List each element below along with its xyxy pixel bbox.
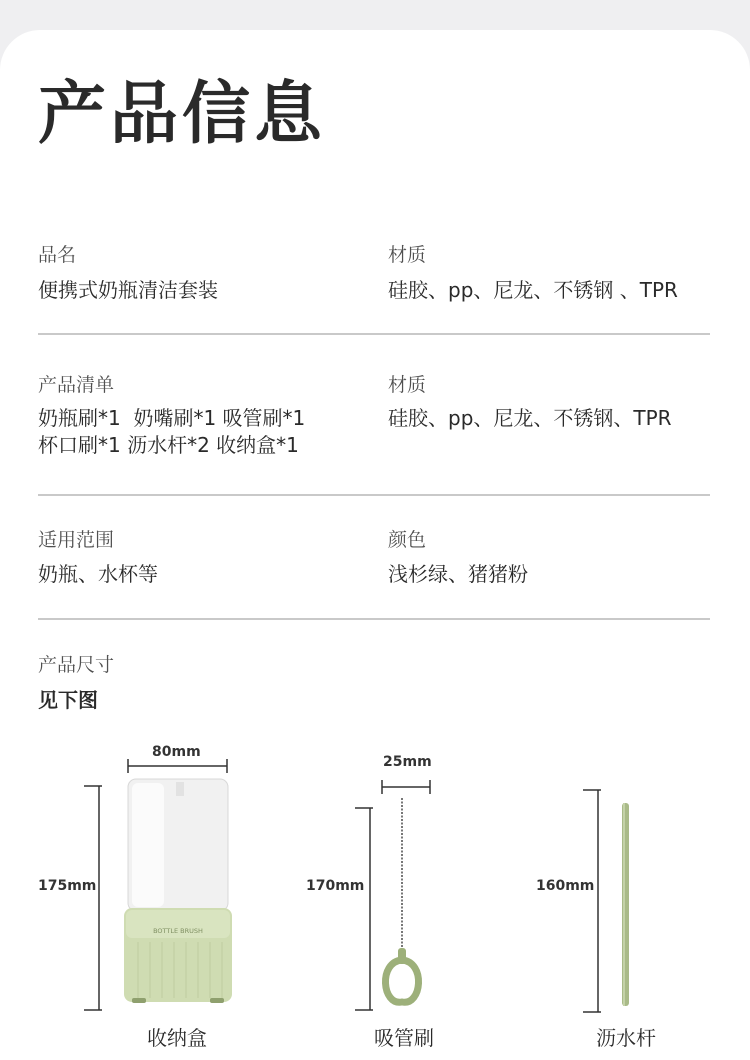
storage-box-brand-text: BOTTLE BRUSH (153, 927, 203, 935)
size-value: 见下图 (38, 688, 98, 712)
storage-box-height: 175mm (38, 878, 97, 894)
size-label: 产品尺寸 (38, 654, 115, 676)
product-name-label: 品名 (38, 244, 77, 266)
straw-brush-caption: 吸管刷 (374, 1026, 434, 1050)
package-list-line-1: 奶瓶刷*1 奶嘴刷*1 吸管刷*1 (38, 406, 306, 430)
straw-brush-image (385, 798, 418, 1002)
straw-brush-width: 25mm (383, 754, 432, 770)
material-value-2: 硅胶、pp、尼龙、不锈钢、TPR (388, 406, 672, 430)
package-list-label: 产品清单 (38, 374, 115, 396)
usage-label: 适用范围 (38, 529, 115, 551)
usage-value: 奶瓶、水杯等 (38, 562, 158, 586)
page-title: 产品信息 (38, 75, 327, 154)
package-list-line-2: 杯口刷*1 沥水杆*2 收纳盒*1 (38, 433, 299, 457)
material-value: 硅胶、pp、尼龙、不锈钢 、TPR (388, 278, 678, 302)
drying-rod-image (622, 803, 629, 1006)
color-label: 颜色 (388, 529, 427, 551)
straw-brush-height: 170mm (306, 878, 365, 894)
product-name-value: 便携式奶瓶清洁套装 (38, 278, 218, 302)
storage-box-width: 80mm (152, 744, 201, 760)
storage-box-image (124, 779, 232, 1003)
drying-rod-caption: 沥水杆 (596, 1026, 656, 1050)
material-label-2: 材质 (388, 374, 427, 396)
storage-box-caption: 收纳盒 (147, 1026, 207, 1050)
drying-rod-height: 160mm (536, 878, 595, 894)
color-value: 浅杉绿、猪猪粉 (388, 562, 528, 586)
material-label: 材质 (388, 244, 427, 266)
